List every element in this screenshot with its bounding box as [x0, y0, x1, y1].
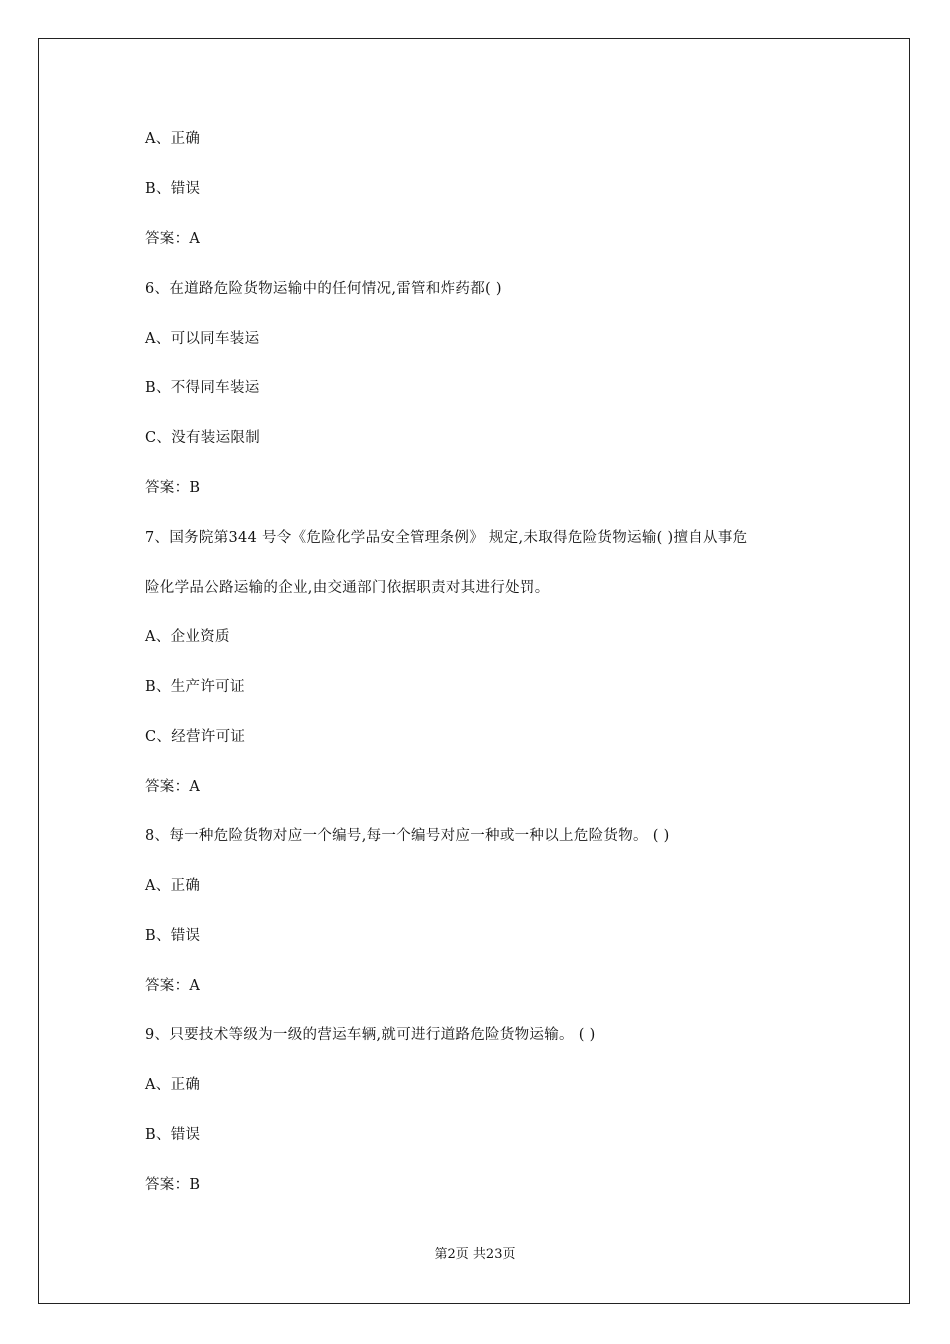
question-6: 6、在道路危险货物运输中的任何情况,雷管和炸药都( ): [145, 281, 502, 297]
option-c: C、没有装运限制: [145, 430, 260, 446]
option-a: A、正确: [145, 131, 201, 147]
answer: 答案：A: [145, 978, 201, 994]
option-b: B、错误: [145, 1127, 201, 1143]
question-8: 8、每一种危险货物对应一个编号,每一个编号对应一种或一种以上危险货物。 ( ): [145, 828, 670, 844]
answer: 答案：A: [145, 231, 201, 247]
answer: 答案：B: [145, 1177, 201, 1193]
option-c: C、经营许可证: [145, 729, 246, 745]
option-b: B、生产许可证: [145, 679, 245, 695]
answer: 答案：A: [145, 779, 201, 795]
question-9: 9、只要技术等级为一级的营运车辆,就可进行道路危险货物运输。 ( ): [145, 1027, 596, 1043]
option-b: B、不得同车装运: [145, 380, 260, 396]
option-b: B、错误: [145, 928, 201, 944]
option-b: B、错误: [145, 181, 201, 197]
option-a: A、正确: [145, 1077, 201, 1093]
option-a: A、正确: [145, 878, 201, 894]
question-7-continued: 险化学品公路运输的企业,由交通部门依据职责对其进行处罚。: [145, 580, 550, 596]
page-border: [38, 38, 910, 1304]
page-number-footer: 第2页 共23页: [434, 1247, 516, 1262]
option-a: A、企业资质: [145, 629, 230, 645]
question-7: 7、国务院第344 号令《危险化学品安全管理条例》 规定,未取得危险货物运输( )擅自从事危: [145, 530, 748, 546]
option-a: A、可以同车装运: [145, 331, 260, 347]
answer: 答案：B: [145, 480, 201, 496]
